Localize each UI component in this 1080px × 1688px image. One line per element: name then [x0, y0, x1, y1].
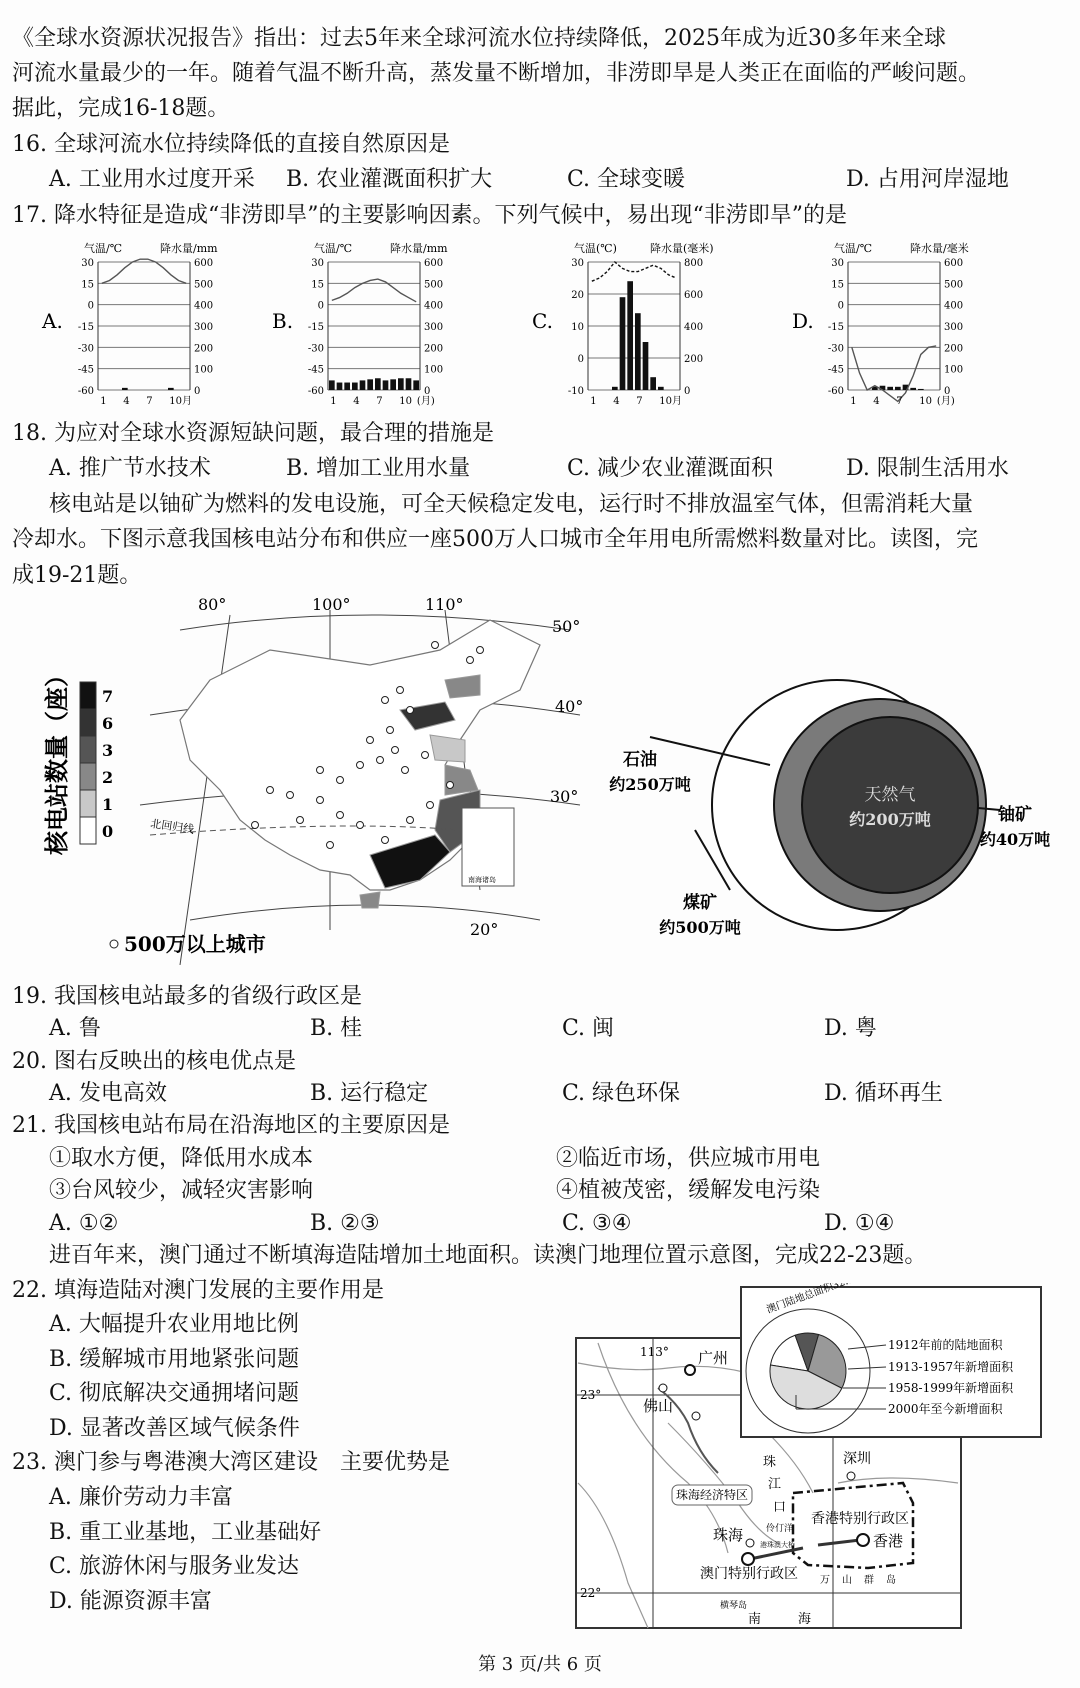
- option-a: A. 鲁: [49, 1016, 101, 1041]
- right-tick: 400: [194, 300, 214, 312]
- right-tick: 500: [944, 279, 964, 291]
- river-label: 口: [773, 1500, 787, 1515]
- x-tick: 10: [399, 396, 413, 407]
- option-b: B. 增加工业用水量: [286, 456, 471, 481]
- coal-amount: 约500万吨: [659, 918, 741, 937]
- pie-legend: 1913-1957年新增面积: [888, 1360, 1014, 1374]
- left-tick: 20: [571, 290, 584, 301]
- chart-label: C.: [532, 309, 553, 333]
- right-tick: 600: [944, 258, 964, 269]
- right-axis-title: 降水量/mm: [390, 242, 448, 255]
- chart-label: A.: [42, 309, 63, 333]
- x-tick: 7: [146, 396, 153, 407]
- gas-circle: [802, 717, 978, 893]
- right-tick: 100: [194, 364, 214, 376]
- right-tick: 400: [684, 322, 704, 333]
- legend-title: 核电站数量（座）: [42, 663, 71, 855]
- lat-label: 22°: [580, 1586, 602, 1600]
- option-c: C. 全球变暖: [567, 167, 686, 192]
- left-tick: 15: [81, 279, 94, 291]
- x-tick: 7: [376, 396, 383, 407]
- precip-bar: [344, 383, 350, 390]
- province-hainan: [360, 892, 380, 908]
- precip-bar: [398, 378, 404, 390]
- option-b: B. 运行稳定: [310, 1081, 429, 1106]
- x-tick: 4: [123, 396, 130, 407]
- precip-bar: [352, 383, 358, 390]
- question-21: 21. 我国核电站布局在沿海地区的主要原因是: [12, 1113, 450, 1138]
- question-18: 18. 为应对全球水资源短缺问题，最合理的措施是: [12, 421, 494, 446]
- right-tick: 600: [194, 258, 214, 269]
- intro-text: 据此，完成16-18题。: [12, 96, 230, 121]
- lon-label: 113°: [640, 1345, 669, 1359]
- option-a: A. ①②: [49, 1211, 119, 1236]
- precip-bar: [620, 297, 626, 390]
- climate-chart-a: [40, 238, 290, 418]
- left-tick: 0: [317, 300, 324, 312]
- option-b: B. ②③: [310, 1211, 380, 1236]
- left-tick: 30: [831, 258, 844, 269]
- question-22: 22. 填海造陆对澳门发展的主要作用是: [12, 1278, 384, 1303]
- statement-1: ①取水方便，降低用水成本: [49, 1146, 314, 1171]
- wanshan-label: 万: [820, 1575, 830, 1586]
- left-tick: -45: [827, 364, 844, 376]
- legend-swatch: [80, 682, 96, 709]
- precip-bar: [413, 380, 419, 390]
- right-tick: 0: [684, 386, 691, 397]
- option-a: A. 发电高效: [49, 1081, 167, 1106]
- option-b: B. 农业灌溉面积扩大: [286, 167, 493, 192]
- left-axis-title: 气温/℃: [834, 242, 873, 255]
- left-tick: -15: [77, 322, 94, 333]
- lon-label: 100°: [312, 595, 351, 614]
- city-marker: [317, 767, 324, 774]
- left-tick: 30: [311, 258, 324, 269]
- right-tick: 0: [194, 386, 201, 397]
- wanshan-label: 山: [842, 1575, 852, 1586]
- right-tick: 200: [944, 343, 964, 355]
- chart-label: B.: [272, 309, 294, 333]
- legend-value: 3: [102, 741, 114, 760]
- legend-value: 1: [102, 795, 114, 814]
- x-tick: (月): [936, 396, 955, 407]
- city-marker: [477, 647, 484, 654]
- temperature-curve: [332, 279, 416, 302]
- place-zhuhai: 珠海: [713, 1526, 744, 1544]
- x-tick: 10: [919, 396, 933, 407]
- place-macau: 澳门特别行政区: [700, 1566, 798, 1582]
- right-tick: 800: [684, 258, 704, 269]
- left-tick: 15: [311, 279, 324, 291]
- question-23: 23. 澳门参与粤港澳大湾区建设 主要优势是: [12, 1450, 450, 1475]
- right-tick: 400: [944, 300, 964, 312]
- left-tick: -60: [307, 386, 324, 397]
- precip-bar: [658, 387, 664, 390]
- macau-location-map: [568, 1283, 1048, 1633]
- city-marker: [252, 822, 259, 829]
- x-tick: 1: [330, 396, 337, 407]
- x-tick: 7: [896, 396, 903, 407]
- legend-swatch: [80, 817, 96, 844]
- precip-bar: [887, 387, 893, 390]
- precip-bar: [337, 383, 343, 390]
- city-marker: [367, 737, 374, 744]
- left-axis-title: 气温(℃): [574, 242, 617, 255]
- right-tick: 600: [424, 258, 444, 269]
- river-label: 珠: [763, 1455, 777, 1470]
- right-axis-title: 降水量/mm: [160, 242, 218, 255]
- pie-legend: 2000年至今新增面积: [888, 1402, 1003, 1416]
- south-sea-label: 南: [748, 1612, 762, 1627]
- place-foshan: 佛山: [643, 1397, 674, 1415]
- oil-label: 石油: [623, 750, 657, 770]
- left-tick: -60: [827, 386, 844, 397]
- right-tick: 300: [424, 322, 444, 333]
- option-c: C. 闽: [562, 1016, 615, 1041]
- lingding-label: 伶仃洋: [766, 1524, 794, 1534]
- option-c: C. ③④: [562, 1211, 632, 1236]
- place-shenzhen: 深圳: [843, 1451, 871, 1467]
- chart-label: D.: [792, 309, 814, 333]
- pie-legend: 1912年前的陆地面积: [888, 1338, 1003, 1352]
- option-d: D. 限制生活用水: [846, 456, 1009, 481]
- option-a: A. 推广节水技术: [49, 456, 211, 481]
- option-b: B. 桂: [310, 1016, 363, 1041]
- city-marker: [407, 707, 414, 714]
- left-tick: -45: [77, 364, 94, 376]
- left-tick: 10: [571, 322, 584, 333]
- climate-chart-b: [270, 238, 520, 418]
- x-tick: 10月: [169, 396, 193, 407]
- right-tick: 200: [194, 343, 214, 355]
- right-tick: 500: [194, 279, 214, 291]
- left-axis-title: 气温/℃: [314, 242, 353, 255]
- precip-bar: [383, 380, 389, 390]
- option-a: A. 工业用水过度开采: [49, 167, 255, 192]
- uranium-amount: 约40万吨: [979, 830, 1051, 849]
- city-marker: [397, 687, 404, 694]
- option-d: D. 粤: [824, 1016, 877, 1041]
- precip-bar: [627, 281, 633, 390]
- city-marker: [432, 642, 439, 649]
- oil-amount: 约250万吨: [609, 775, 691, 794]
- province-zhejiang: [445, 765, 478, 795]
- city-marker: [377, 757, 384, 764]
- page-footer: 第 3 页/共 6 页: [478, 1654, 602, 1675]
- place-hk-sar: 香港特别行政区: [811, 1511, 909, 1527]
- province-jiangsu: [430, 735, 465, 762]
- city-marker: [382, 697, 389, 704]
- option-d: D. ①④: [824, 1211, 895, 1236]
- left-tick: -10: [567, 386, 584, 397]
- precip-bar: [375, 378, 381, 390]
- right-tick: 200: [684, 354, 704, 365]
- uranium-label: 铀矿: [998, 805, 1032, 825]
- precip-bar: [612, 387, 618, 390]
- temperature-curve: [102, 259, 186, 283]
- option-a: A. 大幅提升农业用地比例: [49, 1312, 299, 1337]
- left-tick: 0: [87, 300, 94, 312]
- south-china-sea-inset: [462, 808, 514, 886]
- option-d: D. 占用河岸湿地: [846, 167, 1009, 192]
- lat-label: 30°: [550, 787, 579, 806]
- precip-bar: [643, 342, 649, 390]
- temperature-curve: [852, 346, 936, 401]
- question-17: 17. 降水特征是造成“非涝即旱”的主要影响因素。下列气候中，易出现“非涝即旱”的是: [12, 203, 847, 228]
- city-marker: [327, 842, 334, 849]
- city-marker: [357, 762, 364, 769]
- place-hengqin: 横琴岛: [720, 1601, 748, 1611]
- city-marker: [402, 767, 409, 774]
- intro-text: 成19-21题。: [12, 563, 142, 588]
- city-marker: [317, 797, 324, 804]
- right-tick: 600: [684, 290, 704, 301]
- precip-bar: [406, 378, 412, 390]
- left-tick: -60: [77, 386, 94, 397]
- legend-value: 7: [102, 687, 114, 706]
- left-tick: -15: [307, 322, 324, 333]
- left-tick: -30: [77, 343, 94, 355]
- precip-bar: [329, 380, 335, 390]
- right-axis-title: 降水量/毫米: [910, 242, 969, 255]
- x-tick: 1: [850, 396, 857, 407]
- right-tick: 500: [424, 279, 444, 291]
- x-tick: 1: [100, 396, 107, 407]
- intro-text: 进百年来，澳门通过不断填海造陆增加土地面积。读澳门地理位置示意图，完成22-23题。: [49, 1243, 927, 1268]
- right-tick: 300: [194, 322, 214, 333]
- coal-label: 煤矿: [683, 893, 717, 913]
- inset-label: 南海诸岛: [468, 876, 496, 884]
- left-tick: 30: [571, 258, 584, 269]
- option-b: B. 重工业基地，工业基础好: [49, 1520, 322, 1545]
- question-16: 16. 全球河流水位持续降低的直接自然原因是: [12, 132, 450, 157]
- statement-4: ④植被茂密，缓解发电污染: [556, 1178, 821, 1203]
- legend-swatch: [80, 736, 96, 763]
- place-guangzhou: 广州: [698, 1349, 729, 1367]
- option-c: C. 绿色环保: [562, 1081, 681, 1106]
- gas-amount: 约200万吨: [849, 810, 931, 829]
- lon-label: 110°: [425, 595, 464, 614]
- right-tick: 300: [944, 322, 964, 333]
- left-tick: -30: [307, 343, 324, 355]
- south-sea-label: 海: [798, 1612, 812, 1627]
- precip-bar: [895, 387, 901, 390]
- option-b: B. 缓解城市用地紧张问题: [49, 1347, 300, 1372]
- city-marker: [387, 727, 394, 734]
- question-19: 19. 我国核电站最多的省级行政区是: [12, 984, 362, 1009]
- city-marker: [382, 837, 389, 844]
- climate-chart-d: [790, 238, 1040, 418]
- city-marker: [392, 747, 399, 754]
- city-marker: [422, 752, 429, 759]
- city-marker: [467, 657, 474, 664]
- statement-2: ②临近市场，供应城市用电: [556, 1146, 821, 1171]
- lat-label: 40°: [555, 697, 584, 716]
- wanshan-label: 岛: [886, 1575, 896, 1586]
- x-tick: 10月: [659, 396, 683, 407]
- lat-label: 50°: [552, 617, 581, 636]
- right-tick: 0: [944, 386, 951, 397]
- left-tick: 30: [81, 258, 94, 269]
- city-marker: [427, 802, 434, 809]
- question-20: 20. 图右反映出的核电优点是: [12, 1049, 296, 1074]
- intro-text: 冷却水。下图示意我国核电站分布和供应一座500万人口城市全年用电所需燃料数量对比。读图，完: [12, 527, 978, 552]
- intro-text: 河流水量最少的一年。随着气温不断升高，蒸发量不断增加，非涝即旱是人类正在面临的严峻问题。: [12, 61, 981, 86]
- option-d: D. 能源资源丰富: [49, 1589, 212, 1614]
- x-tick: 4: [353, 396, 360, 407]
- option-c: C. 彻底解决交通拥堵问题: [49, 1381, 300, 1406]
- left-tick: -30: [827, 343, 844, 355]
- right-tick: 200: [424, 343, 444, 355]
- place-zhuhai-sez: 珠海经济特区: [676, 1488, 749, 1502]
- bridge-label: 港珠澳大桥: [760, 1541, 795, 1549]
- place-hk: 香港: [873, 1532, 904, 1550]
- wanshan-label: 群: [864, 1575, 874, 1586]
- option-c: C. 减少农业灌溉面积: [567, 456, 774, 481]
- intro-text: 《全球水资源状况报告》指出：过去5年来全球河流水位持续降低，2025年成为近30多年来全球: [12, 26, 946, 51]
- right-tick: 0: [424, 386, 431, 397]
- china-nuclear-map: [40, 590, 600, 965]
- city-marker: [337, 812, 344, 819]
- gas-label: 天然气: [864, 785, 916, 805]
- city-marker: [297, 817, 304, 824]
- precip-bar: [910, 388, 916, 390]
- pie-legend: 1958-1999年新增面积: [888, 1381, 1014, 1395]
- option-d: D. 显著改善区域气候条件: [49, 1416, 300, 1441]
- river-label: 江: [768, 1477, 782, 1492]
- precip-bar: [390, 379, 396, 390]
- precip-bar: [168, 388, 174, 390]
- city-marker: [337, 777, 344, 784]
- legend-value: 2: [102, 768, 114, 787]
- option-a: A. 廉价劳动力丰富: [49, 1485, 233, 1510]
- temperature-curve: [592, 262, 676, 281]
- option-d: D. 循环再生: [824, 1081, 943, 1106]
- legend-value: 0: [102, 822, 114, 841]
- x-tick: 1: [590, 396, 597, 407]
- legend-swatch: [80, 763, 96, 790]
- left-tick: 15: [831, 279, 844, 291]
- legend-swatch: [80, 790, 96, 817]
- precip-bar: [122, 388, 128, 390]
- precip-bar: [635, 313, 641, 390]
- lon-label: 80°: [198, 595, 227, 614]
- climate-chart-c: [530, 238, 780, 418]
- precip-bar: [360, 380, 366, 390]
- tropic-label: 北回归线: [149, 817, 195, 837]
- left-axis-title: 气温/℃: [84, 242, 123, 255]
- precip-bar: [650, 377, 656, 390]
- legend-swatch: [80, 709, 96, 736]
- city-legend: 500万以上城市: [124, 932, 266, 956]
- left-tick: 0: [577, 354, 584, 365]
- precip-bar: [918, 389, 924, 390]
- city-marker: [407, 817, 414, 824]
- precip-bar: [367, 379, 373, 390]
- option-c: C. 旅游休闲与服务业发达: [49, 1554, 300, 1579]
- lat-label: 20°: [470, 920, 499, 939]
- left-tick: -45: [307, 364, 324, 376]
- city-marker: [267, 787, 274, 794]
- lat-label: 23°: [580, 1388, 602, 1402]
- statement-3: ③台风较少，减轻灾害影响: [49, 1178, 314, 1203]
- left-tick: 0: [837, 300, 844, 312]
- right-tick: 100: [424, 364, 444, 376]
- city-marker: [447, 782, 454, 789]
- right-tick: 400: [424, 300, 444, 312]
- x-tick: (月): [416, 396, 435, 407]
- city-marker: [357, 822, 364, 829]
- legend-value: 6: [102, 714, 114, 733]
- left-tick: -15: [827, 322, 844, 333]
- x-tick: 7: [636, 396, 643, 407]
- fuel-comparison-diagram: [600, 650, 1070, 950]
- right-tick: 100: [944, 364, 964, 376]
- city-marker: [287, 792, 294, 799]
- x-tick: 4: [873, 396, 880, 407]
- right-axis-title: 降水量(毫米): [650, 242, 714, 255]
- intro-text: 核电站是以铀矿为燃料的发电设施，可全天候稳定发电，运行时不排放温室气体，但需消耗大量: [49, 492, 974, 517]
- x-tick: 4: [613, 396, 620, 407]
